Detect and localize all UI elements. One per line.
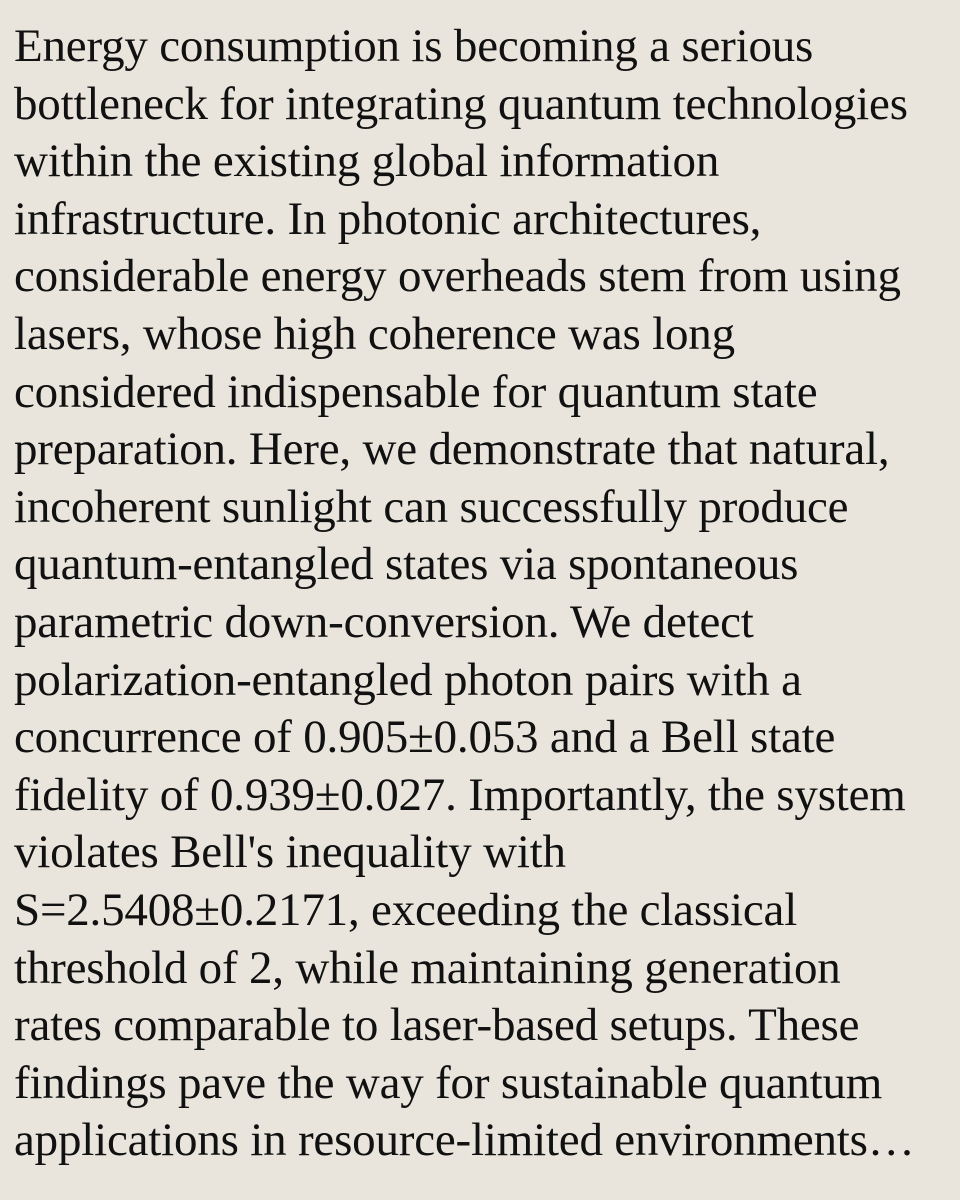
abstract-line: threshold of 2, while maintaining generation <box>14 941 841 994</box>
abstract-line: quantum-entangled states via spontaneous <box>14 538 799 591</box>
abstract-paragraph <box>14 18 946 1170</box>
abstract-line: violates Bell's inequality with <box>14 826 566 879</box>
abstract-line: considerable energy overheads stem from using <box>14 250 901 303</box>
abstract-line: within the existing global information <box>14 135 720 188</box>
abstract-line: S=2.5408±0.2171, exceeding the classical <box>14 883 798 936</box>
abstract-line: infrastructure. In photonic architectures, <box>14 192 762 245</box>
abstract-line: rates comparable to laser-based setups. These <box>14 999 860 1052</box>
abstract-line: applications in resource-limited environments… <box>14 1114 915 1167</box>
abstract-line: fidelity of 0.939±0.027. Importantly, the system <box>14 768 906 821</box>
abstract-line: findings pave the way for sustainable quantum <box>14 1056 883 1109</box>
abstract-line: lasers, whose high coherence was long <box>14 307 735 360</box>
abstract-line: bottleneck for integrating quantum technologies <box>14 77 908 130</box>
abstract-line: concurrence of 0.905±0.053 and a Bell state <box>14 711 836 764</box>
abstract-line: incoherent sunlight can successfully produce <box>14 480 849 533</box>
abstract-line: parametric down-conversion. We detect <box>14 595 754 648</box>
abstract-line: Energy consumption is becoming a serious <box>14 20 814 72</box>
abstract-line: considered indispensable for quantum state <box>14 365 818 418</box>
abstract-line: polarization-entangled photon pairs with a <box>14 653 802 706</box>
abstract-line: preparation. Here, we demonstrate that natural, <box>14 423 890 476</box>
